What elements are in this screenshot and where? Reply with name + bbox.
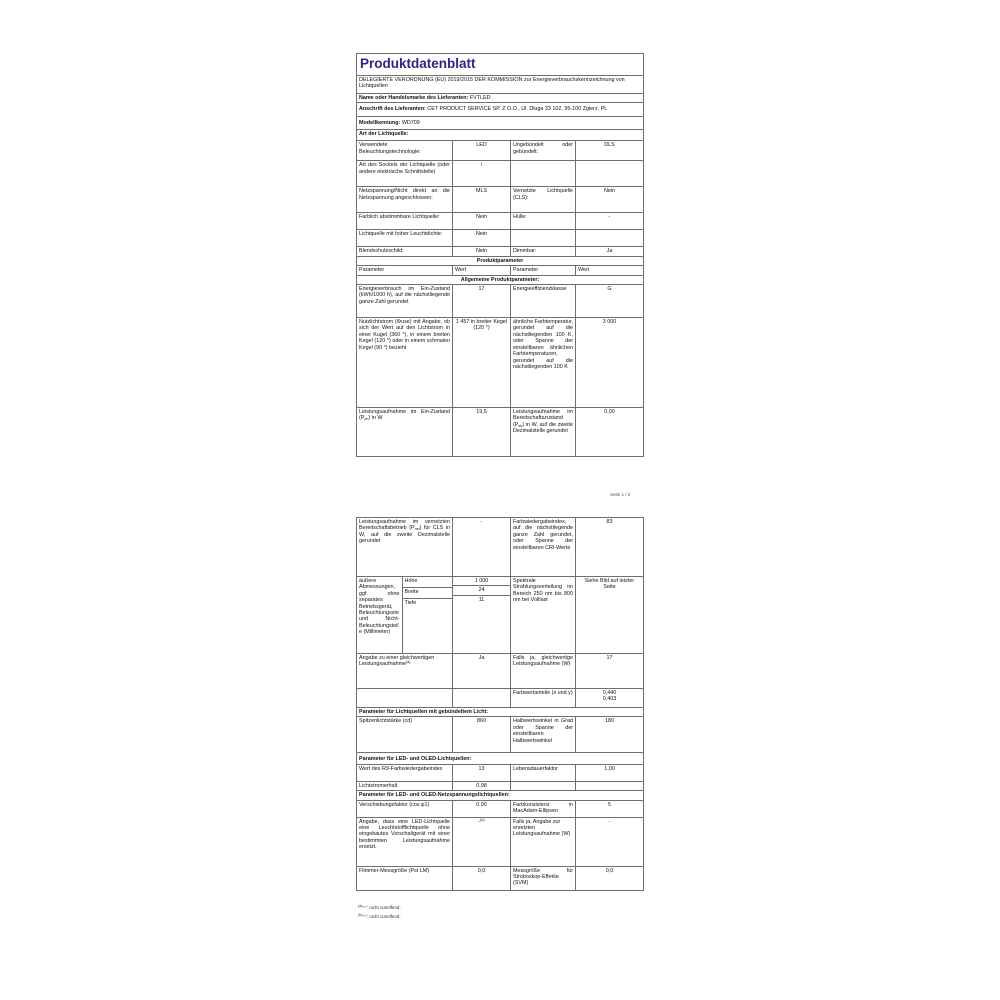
- param-value: 1,00: [576, 764, 644, 781]
- param-label: Farbwiedergabeindex, auf die nächstliegende ganze Zahl gerundet, oder Spanne der einstellbaren CRI-Werte: [511, 518, 576, 577]
- param-label: Flimmer-Messgröße (Pst LM): [357, 866, 453, 890]
- light-type-value: [576, 161, 644, 187]
- datasheet-page-1: [356, 53, 643, 457]
- param-value: -$^{(b)}$: [453, 817, 511, 866]
- param-value: 17: [453, 285, 511, 318]
- param-value: Ja: [453, 654, 511, 689]
- datasheet-table-1: [356, 53, 644, 457]
- param-label: Energieverbrauch im Ein-Zustand (kWh/1000 h), auf die nächstliegende ganze Zahl gerundet: [357, 285, 453, 318]
- param-value: 0,90: [453, 800, 511, 817]
- height-value: 1 000: [453, 577, 510, 586]
- param-value: 180: [576, 717, 644, 753]
- param-label: Angabe, dass eine LED-Lichtquelle eine Leuchtstofflichtquelle ohne eingebautes Vorschaltgerät mit einer bestimmten Leistungsaufnahme ersetzt.: [357, 817, 453, 866]
- light-type-value: MLS: [453, 187, 511, 213]
- param-row: [357, 764, 644, 781]
- dimensions-label: äußere Abmessungen, ggf. ohne separates Betriebsgerät, Beleuchtungsste und Nicht-Beleuchtungsteile (Millimeter): [357, 577, 402, 653]
- param-label: Spektrale Strahlungsverteilung im Bereich 250 nm bis 800 nm bei Volllast: [511, 577, 576, 654]
- column-header: Parameter: [511, 266, 576, 275]
- light-type-label: Lichtquelle mit hoher Leuchtdichte:: [357, 230, 453, 247]
- dimensions-row: [357, 577, 644, 654]
- param-label: Leistungsaufnahme im vernetzten Bereitschaftsbetrieb $(P_{net})$ für CLS in W, auf die zweite Dezimalstelle gerundet: [357, 518, 453, 577]
- param-value: 19,5: [453, 408, 511, 457]
- footnote-a: $^{(a)}$"-": nicht zutreffend;: [358, 904, 401, 910]
- column-header-row: [357, 266, 644, 275]
- param-value: 860: [453, 717, 511, 753]
- param-label: Farbwertanteile (x und y): [511, 689, 576, 708]
- param-label: Leistungsaufnahme im Ein-Zustand $(P_{on})$ in W: [357, 408, 453, 457]
- light-type-value: Nein: [576, 187, 644, 213]
- param-label: ähnliche Farbtemperatur, gerundet auf die nächstliegenden 100 K, oder Spanne der einstellbaren ähnlichen Farbtemperaturen, gerundet auf die nächstliegenden 100 K: [511, 318, 576, 408]
- param-row: [357, 408, 644, 457]
- light-type-label: Blendschutzschild:: [357, 247, 453, 256]
- param-value: -: [453, 518, 511, 577]
- param-label: Farbkonsistenz in MacAdam-Ellipsen: [511, 800, 576, 817]
- depth-label: Tiefe: [402, 599, 453, 654]
- supplier-name-value: FVTLED: [469, 94, 491, 101]
- param-value: 0,0: [453, 866, 511, 890]
- supplier-address-value: CET PRODUCT SERVICE SP. Z O.O., Ul. Dluga 33 102, 95-100 Zgierz, PL: [427, 106, 608, 113]
- dimensions-inner: [357, 577, 453, 653]
- param-label: Messgröße für Stroboskop-Effekte (SVM): [511, 866, 576, 890]
- param-label: Verschiebungsfaktor (cos φ1): [357, 800, 453, 817]
- param-label: Spitzenlichtstärke (cd): [357, 717, 453, 753]
- light-type-value: [576, 230, 644, 247]
- param-label: Halbwertswinkel in Grad oder Spanne der einstellbaren Halbwertswinkel: [511, 717, 576, 753]
- light-type-label: Farblich abstimmbare Lichtquelle:: [357, 213, 453, 230]
- datasheet-table-2: [356, 517, 644, 891]
- footnote-b: $^{(b)}$"-": nicht zutreffend;: [358, 913, 401, 919]
- dimensions-cell: [357, 577, 453, 654]
- datasheet-page-2: [356, 517, 643, 891]
- model-value: WD709: [401, 119, 420, 126]
- light-type-value: DLS: [576, 141, 644, 161]
- light-type-row: [357, 213, 644, 230]
- param-label: Falls ja, gleichwertige Leistungsaufnahme (W): [511, 654, 576, 689]
- model-row: [357, 116, 644, 129]
- light-type-row: [357, 187, 644, 213]
- width-label: Breite: [402, 587, 453, 598]
- light-type-value: Nein: [453, 213, 511, 230]
- param-value: 0,0: [576, 866, 644, 890]
- light-type-row: [357, 161, 644, 187]
- param-label: Lichtstromerhalt: [357, 781, 453, 790]
- footnotes: [358, 903, 401, 921]
- light-type-label: Art des Sockels der Lichtquelle (oder andere elektrische Schnittstelle): [357, 161, 453, 187]
- supplier-address-row: [357, 103, 644, 116]
- supplier-name-row: [357, 93, 644, 102]
- param-row: [357, 817, 644, 866]
- light-type-label: [511, 230, 576, 247]
- supplier-address-label: Anschrift des Lieferanten:: [359, 106, 426, 113]
- light-type-row: [357, 230, 644, 247]
- param-value: Siehe Bild auf letzter Seite: [576, 577, 644, 654]
- param-label: Energieeffizienzklasse: [511, 285, 576, 318]
- regulation-reference: DELEGIERTE VERORDNUNG (EU) 2019/2015 DER KOMMISSION zur Energieverbrauchskennzeichnung von Lichtquellen: [357, 76, 644, 94]
- param-value: 3 000: [576, 318, 644, 408]
- light-type-label: Dimmbar:: [511, 247, 576, 256]
- light-type-value: LED: [453, 141, 511, 161]
- dimensions-values: [453, 577, 511, 654]
- param-row: [357, 654, 644, 689]
- param-row: [357, 285, 644, 318]
- param-value: 17: [576, 654, 644, 689]
- light-type-label: Vernetzte Lichtquelle (CLS):: [511, 187, 576, 213]
- light-type-row: [357, 141, 644, 161]
- param-label: Leistungsaufnahme im Bereitschaftszustand $(P_{sb})$ in W, auf die zweite Dezimalstelle gerundet: [511, 408, 576, 457]
- param-label: Nutzlichtstrom (Φuse) mit Angabe, ob sich der Wert auf den Lichtstrom in einer Kugel (360 °), in einem breiten Kegel (120 °) oder in einem schmalen Kegel (90 °) bezieht: [357, 318, 453, 408]
- light-type-label: Ungebündelt oder gebündelt:: [511, 141, 576, 161]
- light-type-value: Nein: [453, 230, 511, 247]
- column-header: Wert: [453, 266, 511, 275]
- param-label: Falls ja, Angabe zur ersetzten Leistungsaufnahme (W): [511, 817, 576, 866]
- param-row: [357, 800, 644, 817]
- param-value: 0,00: [576, 408, 644, 457]
- document-title: Produktdatenblatt: [357, 54, 644, 76]
- mains-params-heading: Parameter für LED- und OLED-Netzspannungslichtquellen:: [357, 791, 644, 800]
- param-label: Angabe zu einer gleichwertigen Leistungsaufnahme$^{(a)}$: [357, 654, 453, 689]
- param-value: G: [576, 285, 644, 318]
- light-type-heading: Art der Lichtquelle:: [357, 130, 644, 141]
- height-label: Höhe: [402, 577, 453, 587]
- column-header: Parameter: [357, 266, 453, 275]
- param-row: [357, 518, 644, 577]
- led-params-heading: Parameter für LED- und OLED-Lichtquellen:: [357, 753, 644, 764]
- param-row: [357, 866, 644, 890]
- light-type-label: [511, 161, 576, 187]
- supplier-name-label: Name oder Handelsmarke des Lieferanten:: [359, 94, 469, 101]
- light-type-value: -: [576, 213, 644, 230]
- light-type-label: Verwendete Beleuchtungstechnologie:: [357, 141, 453, 161]
- param-row: [357, 318, 644, 408]
- param-row: [357, 781, 644, 790]
- param-value: 1 457 in breiter Kegel (120 °): [453, 318, 511, 408]
- param-value: 5: [576, 800, 644, 817]
- depth-value: 11: [478, 596, 485, 603]
- light-type-value: Ja: [576, 247, 644, 256]
- width-value: 24: [453, 586, 510, 595]
- light-type-label: Netzspannung/Nicht direkt an die Netzspannung angeschlossen:: [357, 187, 453, 213]
- param-value: 13: [453, 764, 511, 781]
- param-row: [357, 689, 644, 708]
- light-type-value: Nein: [453, 247, 511, 256]
- param-value: 83: [576, 518, 644, 577]
- light-type-value: /: [453, 161, 511, 187]
- light-type-row: [357, 247, 644, 256]
- light-type-label: Hülle:: [511, 213, 576, 230]
- param-label: Lebensdauerfaktor: [511, 764, 576, 781]
- column-header: Wert: [576, 266, 644, 275]
- model-label: Modellkennung:: [359, 119, 401, 126]
- param-row: [357, 717, 644, 753]
- general-params-heading: Allgemeine Produktparameter:: [357, 275, 644, 284]
- param-value: 0,98: [453, 781, 511, 790]
- page-number: Seite 1 / 2: [610, 492, 631, 497]
- directional-params-heading: Parameter für Lichtquellen mit gebündeltem Licht:: [357, 708, 644, 717]
- param-value: -: [576, 817, 644, 866]
- param-value: 0,440 0,403: [576, 689, 644, 708]
- param-label: Wert des R9-Farbwiedergabeindex: [357, 764, 453, 781]
- product-params-heading: Produktparameter: [357, 256, 644, 265]
